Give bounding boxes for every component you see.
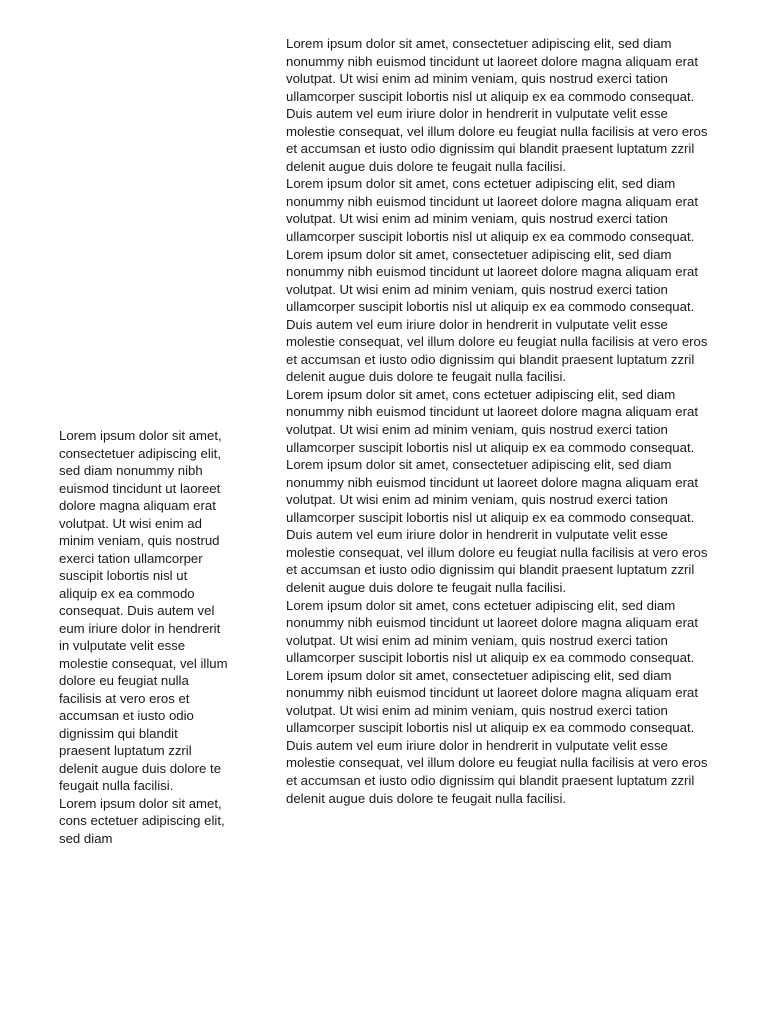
main-paragraph: Lorem ipsum dolor sit amet, consectetuer adipiscing elit, sed diam nonummy nibh euismod tincidunt ut laoreet dolore magna aliquam erat volutpat. Ut wisi enim ad minim veniam, quis nostrud exerci tation ullamcorper suscipit lobortis nisl ut aliquip ex ea commodo consequat. Duis autem vel eum iriure dolor in hendrerit in vulputate velit esse molestie consequat, vel illum dolore eu feugiat nulla facilisis at vero eros et accumsan et iusto odio dignissim qui blandit praesent luptatum zzril delenit augue duis dolore te feugait nulla facilisi. bbox=[286, 36, 708, 174]
main-paragraph: Lorem ipsum dolor sit amet, consectetuer adipiscing elit, sed diam nonummy nibh euismod tincidunt ut laoreet dolore magna aliquam erat volutpat. Ut wisi enim ad minim veniam, quis nostrud exerci tation ullamcorper suscipit lobortis nisl ut aliquip ex ea commodo consequat. Duis autem vel eum iriure dolor in hendrerit in vulputate velit esse molestie consequat, vel illum dolore eu feugiat nulla facilisis at vero eros et accumsan et iusto odio dignissim qui blandit praesent luptatum zzril delenit augue duis dolore te feugait nulla facilisi. bbox=[286, 457, 708, 595]
main-paragraph: Lorem ipsum dolor sit amet, cons ectetuer adipiscing elit, sed diam nonummy nibh euismod tincidunt ut laoreet dolore magna aliquam erat volutpat. Ut wisi enim ad minim veniam, quis nostrud exerci tation ullamcorper suscipit lobortis nisl ut aliquip ex ea commodo consequat. bbox=[286, 386, 698, 455]
main-text-column bbox=[286, 35, 711, 807]
sidebar-text-column bbox=[59, 427, 229, 847]
sidebar-paragraph: Lorem ipsum dolor sit amet, cons ectetuer adipiscing elit, sed diam bbox=[59, 795, 225, 846]
main-paragraph: Lorem ipsum dolor sit amet, cons ectetuer adipiscing elit, sed diam nonummy nibh euismod tincidunt ut laoreet dolore magna aliquam erat volutpat. Ut wisi enim ad minim veniam, quis nostrud exerci tation ullamcorper suscipit lobortis nisl ut aliquip ex ea commodo consequat. bbox=[286, 176, 698, 245]
main-paragraph: Lorem ipsum dolor sit amet, consectetuer adipiscing elit, sed diam nonummy nibh euismod tincidunt ut laoreet dolore magna aliquam erat volutpat. Ut wisi enim ad minim veniam, quis nostrud exerci tation ullamcorper suscipit lobortis nisl ut aliquip ex ea commodo consequat. Duis autem vel eum iriure dolor in hendrerit in vulputate velit esse molestie consequat, vel illum dolore eu feugiat nulla facilisis at vero eros et accumsan et iusto odio dignissim qui blandit praesent luptatum zzril delenit augue duis dolore te feugait nulla facilisi. bbox=[286, 667, 708, 806]
main-paragraph: Lorem ipsum dolor sit amet, cons ectetuer adipiscing elit, sed diam nonummy nibh euismod tincidunt ut laoreet dolore magna aliquam erat volutpat. Ut wisi enim ad minim veniam, quis nostrud exerci tation ullamcorper suscipit lobortis nisl ut aliquip ex ea commodo consequat. bbox=[286, 597, 698, 666]
main-paragraph: Lorem ipsum dolor sit amet, consectetuer adipiscing elit, sed diam nonummy nibh euismod tincidunt ut laoreet dolore magna aliquam erat volutpat. Ut wisi enim ad minim veniam, quis nostrud exerci tation ullamcorper suscipit lobortis nisl ut aliquip ex ea commodo consequat. Duis autem vel eum iriure dolor in hendrerit in vulputate velit esse molestie consequat, vel illum dolore eu feugiat nulla facilisis at vero eros et accumsan et iusto odio dignissim qui blandit praesent luptatum zzril delenit augue duis dolore te feugait nulla facilisi. bbox=[286, 246, 708, 385]
sidebar-paragraph: Lorem ipsum dolor sit amet, consectetuer adipiscing elit, sed diam nonummy nibh euismod tincidunt ut laoreet dolore magna aliquam erat volutpat. Ut wisi enim ad minim veniam, quis nostrud exerci tation ullamcorper suscipit lobortis nisl ut aliquip ex ea commodo consequat. Duis autem vel eum iriure dolor in hendrerit in vulputate velit esse molestie consequat, vel illum dolore eu feugiat nulla facilisis at vero eros et accumsan et iusto odio dignissim qui blandit praesent luptatum zzril delenit augue duis dolore te feugait nulla facilisi. bbox=[59, 428, 228, 793]
